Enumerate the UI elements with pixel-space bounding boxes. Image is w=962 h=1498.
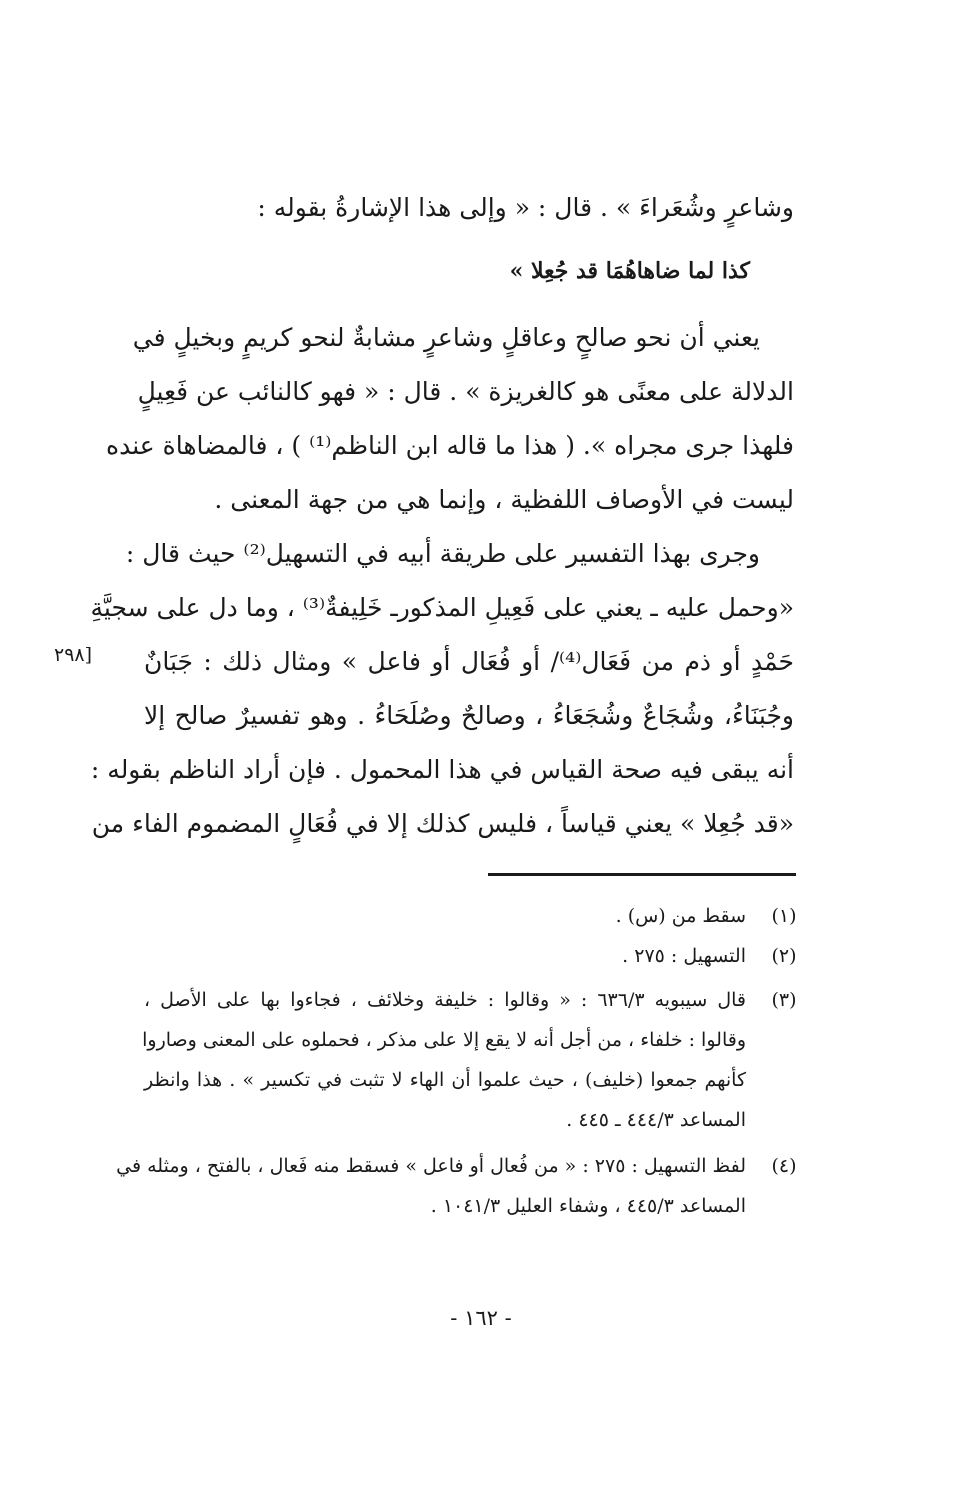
body-line-10: وجُبَنَاءُ، وشُجَاعٌ وشُجَعَاءُ ، وصالحٌ وصُلَحَاءُ . وهو تفسيرٌ صالح إلا [144,701,794,730]
body-line-4: الدلالة على معنًى هو كالغريزة » . قال : « فهو كالنائب عن فَعِيلٍ [137,377,794,406]
footnote-4-line-1: لفظ التسهيل : ٢٧٥ : « من فُعال أو فاعل » فسقط منه فَعال ، بالفتح ، ومثله في [116,1155,746,1177]
body-line-1: وشاعرٍ وشُعَراءَ » . قال : « وإلى هذا الإشارةُ بقوله : [257,193,794,222]
footnote-text: التسهيل : ٢٧٥ . [622,945,746,967]
footnote-3-line-2: وقالوا : خلفاء ، من أجل أنه لا يقع إلا على مذكر ، فحملوه على المعنى وصاروا [142,1029,746,1051]
footnote-4-line-2: المساعد ٤٤٥/٣ ، وشفاء العليل ١٠٤١/٣ . [430,1195,746,1217]
verse-quote: كذا لما ضاهاهُمَا قد جُعِلا » [509,258,750,284]
body-line-6: ليست في الأوصاف اللفظية ، وإنما هي من جهة المعنى . [214,485,794,514]
footnote-number: (٣) [771,989,797,1011]
folio-reference: [٢٩٨ [54,644,93,666]
footnote-3-line-3: كأنهم جمعوا (خليف) ، حيث علموا أن الهاء لا تثبت في تكسير » . هذا وانظر [144,1069,746,1091]
body-line-11: أنه يبقى فيه صحة القياس في هذا المحمول . فإن أراد الناظم بقوله : [90,755,794,784]
body-line-3: يعني أن نحو صالحٍ وعاقلٍ وشاعرٍ مشابةٌ لنحو كريمٍ وبخيلٍ في [132,323,760,352]
footnote-3-line-1: قال سيبويه ٦٣٦/٣ : « وقالوا : خليفة وخلائف ، فجاءوا بها على الأصل ، [144,989,746,1011]
footnote-2 [144,938,797,974]
footnote-text: سقط من (س) . [615,905,746,927]
page-number: - ١٦٢ - [450,1306,512,1330]
footnote-number: (٢) [771,945,797,967]
footnote-3-line-4: المساعد ٤٤٤/٣ ـ ٤٤٥ . [566,1109,746,1131]
body-line-8: «وحمل عليه ـ يعني على فَعِيلِ المذكورـ خَلِيفةٌ⁽³⁾ ، وما دل على سجيَّةِ [90,593,794,622]
footnote-number: (٤) [771,1155,797,1177]
footnote-number: (١) [771,905,797,927]
body-line-9: حَمْدٍ أو ذم من فَعَال⁽⁴⁾/ أو فُعَال أو فاعل » ومثال ذلك : جَبَانٌ [144,647,794,676]
footnote-separator [488,873,796,876]
body-line-12: «قد جُعِلا » يعني قياساً ، فليس كذلك إلا في فُعَالٍ المضموم الفاء من [91,809,794,838]
footnote-1 [144,898,797,934]
body-line-7: وجرى بهذا التفسير على طريقة أبيه في التسهيل⁽²⁾ حيث قال : [125,539,760,568]
body-line-5: فلهذا جرى مجراه ». ( هذا ما قاله ابن الناظم⁽¹⁾ ) ، فالمضاهاة عنده [106,431,794,460]
